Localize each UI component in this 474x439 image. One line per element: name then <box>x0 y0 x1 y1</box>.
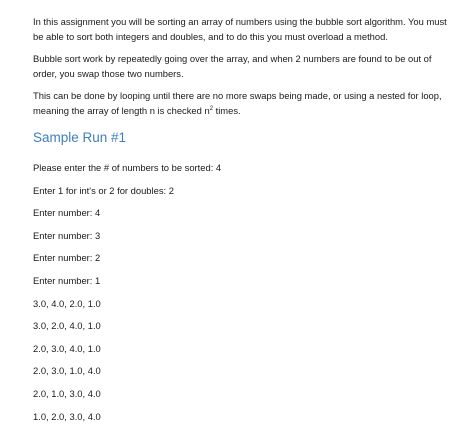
sample-run-line: 1.0, 2.0, 3.0, 4.0 <box>33 410 101 422</box>
sample-run-heading: Sample Run #1 <box>33 130 127 145</box>
sample-run-line: Enter number: 3 <box>33 229 101 241</box>
paragraph-looping-tail: times. <box>213 105 241 116</box>
superscript-exponent: 2 <box>209 105 214 112</box>
sample-run-line: 2.0, 3.0, 1.0, 4.0 <box>33 365 101 377</box>
paragraph-bubble-sort-description: Bubble sort work by repeatedly going over the array, and when 2 numbers are found to be out of order, you swap those two numbers. <box>33 53 432 79</box>
sample-run-line: 3.0, 2.0, 4.0, 1.0 <box>33 320 101 332</box>
document-page <box>33 14 453 433</box>
paragraph-looping-description <box>33 88 453 118</box>
sample-run-line: Enter number: 4 <box>33 207 101 219</box>
paragraph-looping-text: This can be done by looping until there are no more swaps being made, or using a nested for loop, meaning the array of length n is checked n <box>33 90 442 116</box>
sample-run-line: Enter 1 for int's or 2 for doubles: 2 <box>33 184 174 196</box>
sample-run-output <box>33 162 453 423</box>
sample-run-line: Please enter the # of numbers to be sorted: 4 <box>33 162 222 173</box>
sample-run-line: 3.0, 4.0, 2.0, 1.0 <box>33 297 101 309</box>
sample-run-line: Enter number: 1 <box>33 274 101 286</box>
paragraph-intro: In this assignment you will be sorting an array of numbers using the bubble sort algorithm. You must be able to sort both integers and doubles, and to do this you must overload a method. <box>33 16 447 42</box>
sample-run-line: Enter number: 2 <box>33 252 101 264</box>
sample-run-line: 2.0, 3.0, 4.0, 1.0 <box>33 342 101 354</box>
sample-run-line: 2.0, 1.0, 3.0, 4.0 <box>33 387 101 399</box>
